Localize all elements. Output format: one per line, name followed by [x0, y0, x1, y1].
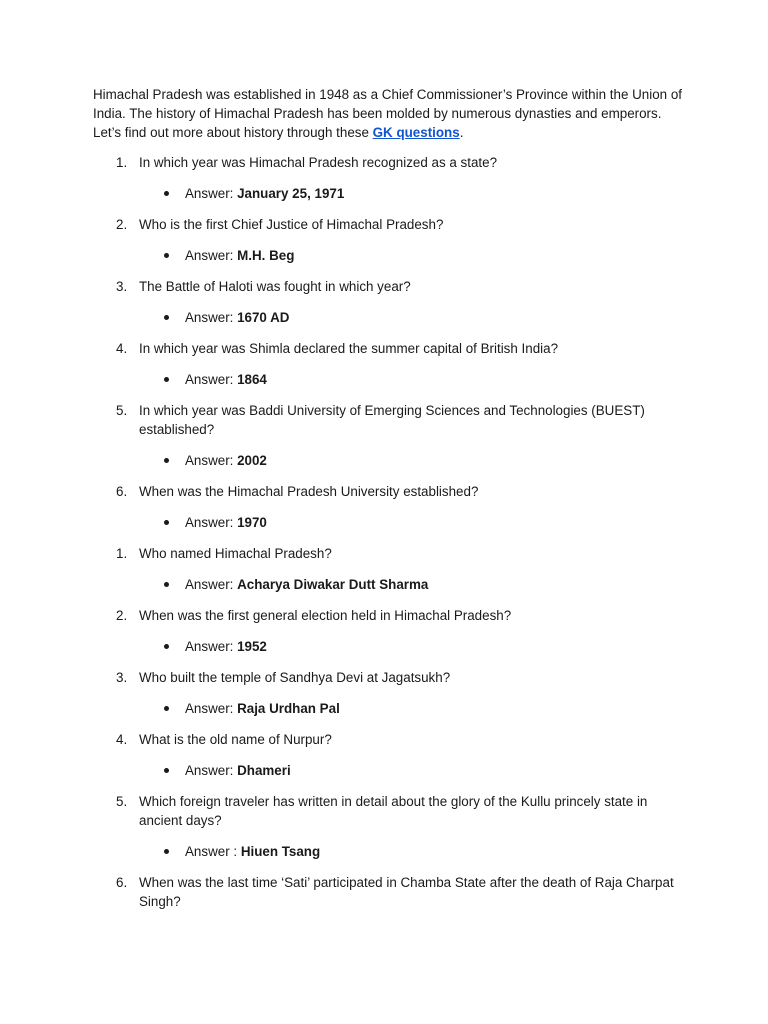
- question-text: When was the last time ‘Sati’ participated in Chamba State after the death of Raja Charpat Singh?: [139, 875, 674, 909]
- question-item: [93, 792, 683, 830]
- question-number-text: 3.: [116, 279, 128, 294]
- answer-item: [93, 699, 683, 718]
- bullet-icon: [93, 761, 185, 780]
- answer-text: [185, 637, 267, 656]
- question-number: [93, 873, 139, 911]
- answer-item: [93, 246, 683, 265]
- bullet-icon: [93, 637, 185, 656]
- question-item: [93, 277, 683, 296]
- question-text: In which year was Baddi University of Emerging Sciences and Technologies (BUEST) established?: [139, 403, 645, 437]
- question-number: [93, 792, 139, 830]
- answer-value: 1970: [237, 515, 267, 530]
- question-text: When was the Himachal Pradesh University established?: [139, 484, 479, 499]
- question-text: In which year was Himachal Pradesh recognized as a state?: [139, 155, 498, 170]
- question-number-text: 1.: [116, 155, 128, 170]
- question-text: What is the old name of Nurpur?: [139, 732, 332, 747]
- question-text: The Battle of Haloti was fought in which year?: [139, 279, 411, 294]
- question-text: In which year was Shimla declared the summer capital of British India?: [139, 341, 559, 356]
- question-number: [93, 730, 139, 749]
- question-number-text: 3.: [116, 670, 128, 685]
- answer-value: 1864: [237, 372, 267, 387]
- answer-label: Answer:: [185, 186, 238, 201]
- answer-item: [93, 575, 683, 594]
- question-number-text: 5.: [116, 794, 128, 809]
- answer-text: [185, 451, 267, 470]
- answer-text: [185, 308, 289, 327]
- question-number: [93, 606, 139, 625]
- question-number-text: 5.: [116, 403, 128, 418]
- answer-label: Answer:: [185, 453, 238, 468]
- answer-label: Answer:: [185, 763, 238, 778]
- answer-value: 1670 AD: [237, 310, 290, 325]
- question-number: [93, 277, 139, 296]
- answer-text: [185, 575, 428, 594]
- question-number: [93, 668, 139, 687]
- answer-label: Answer:: [185, 577, 238, 592]
- answer-value: Hiuen Tsang: [240, 844, 321, 859]
- gk-questions-link[interactable]: GK questions: [372, 125, 460, 140]
- question-item: [93, 873, 683, 911]
- answer-value: 1952: [237, 639, 267, 654]
- answer-label: Answer:: [185, 639, 238, 654]
- answer-item: [93, 451, 683, 470]
- bullet-icon: [93, 699, 185, 718]
- question-item: [93, 401, 683, 439]
- answer-text: [185, 761, 291, 780]
- answer-text: [185, 246, 294, 265]
- answer-item: [93, 637, 683, 656]
- question-text: Who named Himachal Pradesh?: [139, 546, 332, 561]
- answer-item: [93, 370, 683, 389]
- question-item: [93, 606, 683, 625]
- answer-value: Acharya Diwakar Dutt Sharma: [237, 577, 429, 592]
- answer-text: [185, 513, 267, 532]
- bullet-icon: [93, 575, 185, 594]
- answer-value: Dhameri: [237, 763, 291, 778]
- question-item: [93, 544, 683, 563]
- answer-item: [93, 184, 683, 203]
- intro-paragraph: [93, 85, 683, 142]
- question-item: [93, 482, 683, 501]
- answer-label: Answer:: [185, 372, 238, 387]
- bullet-icon: [93, 246, 185, 265]
- answer-value: January 25, 1971: [237, 186, 345, 201]
- bullet-icon: [93, 451, 185, 470]
- question-text: Which foreign traveler has written in detail about the glory of the Kullu princely state in ancient days?: [139, 794, 648, 828]
- answer-item: [93, 513, 683, 532]
- question-list: [93, 153, 683, 911]
- answer-item: [93, 761, 683, 780]
- question-number-text: 4.: [116, 341, 128, 356]
- answer-label: Answer:: [185, 310, 238, 325]
- document-page: [93, 85, 683, 911]
- bullet-icon: [93, 184, 185, 203]
- bullet-icon: [93, 513, 185, 532]
- answer-text: [185, 184, 344, 203]
- question-number: [93, 153, 139, 172]
- answer-value: Raja Urdhan Pal: [237, 701, 340, 716]
- bullet-icon: [93, 370, 185, 389]
- question-number: [93, 401, 139, 439]
- answer-label: Answer:: [185, 515, 238, 530]
- question-text: Who built the temple of Sandhya Devi at Jagatsukh?: [139, 670, 451, 685]
- question-number-text: 2.: [116, 217, 128, 232]
- answer-label: Answer:: [185, 248, 238, 263]
- bullet-icon: [93, 308, 185, 327]
- answer-text: [185, 370, 267, 389]
- intro-text: Himachal Pradesh was established in 1948 as a Chief Commissioner’s Province within the Union of India. The history of Himachal Pradesh has been molded by numerous dynasties and emperors. Let’s find out more about history through these: [93, 87, 682, 140]
- answer-text: [185, 842, 320, 861]
- question-text: When was the first general election held in Himachal Pradesh?: [139, 608, 512, 623]
- answer-text: [185, 699, 340, 718]
- question-item: [93, 668, 683, 687]
- answer-value: 2002: [237, 453, 267, 468]
- answer-item: [93, 842, 683, 861]
- answer-value: M.H. Beg: [237, 248, 295, 263]
- question-number: [93, 482, 139, 501]
- bullet-icon: [93, 842, 185, 861]
- intro-suffix: .: [459, 125, 464, 140]
- question-number: [93, 215, 139, 234]
- question-number-text: 2.: [116, 608, 128, 623]
- question-number-text: 6.: [116, 484, 128, 499]
- question-number-text: 4.: [116, 732, 128, 747]
- answer-item: [93, 308, 683, 327]
- question-item: [93, 153, 683, 172]
- answer-label: Answer :: [185, 844, 241, 859]
- question-item: [93, 730, 683, 749]
- question-number-text: 1.: [116, 546, 128, 561]
- question-item: [93, 215, 683, 234]
- answer-label: Answer:: [185, 701, 238, 716]
- question-number-text: 6.: [116, 875, 128, 890]
- question-item: [93, 339, 683, 358]
- question-number: [93, 544, 139, 563]
- question-number: [93, 339, 139, 358]
- question-text: Who is the first Chief Justice of Himachal Pradesh?: [139, 217, 444, 232]
